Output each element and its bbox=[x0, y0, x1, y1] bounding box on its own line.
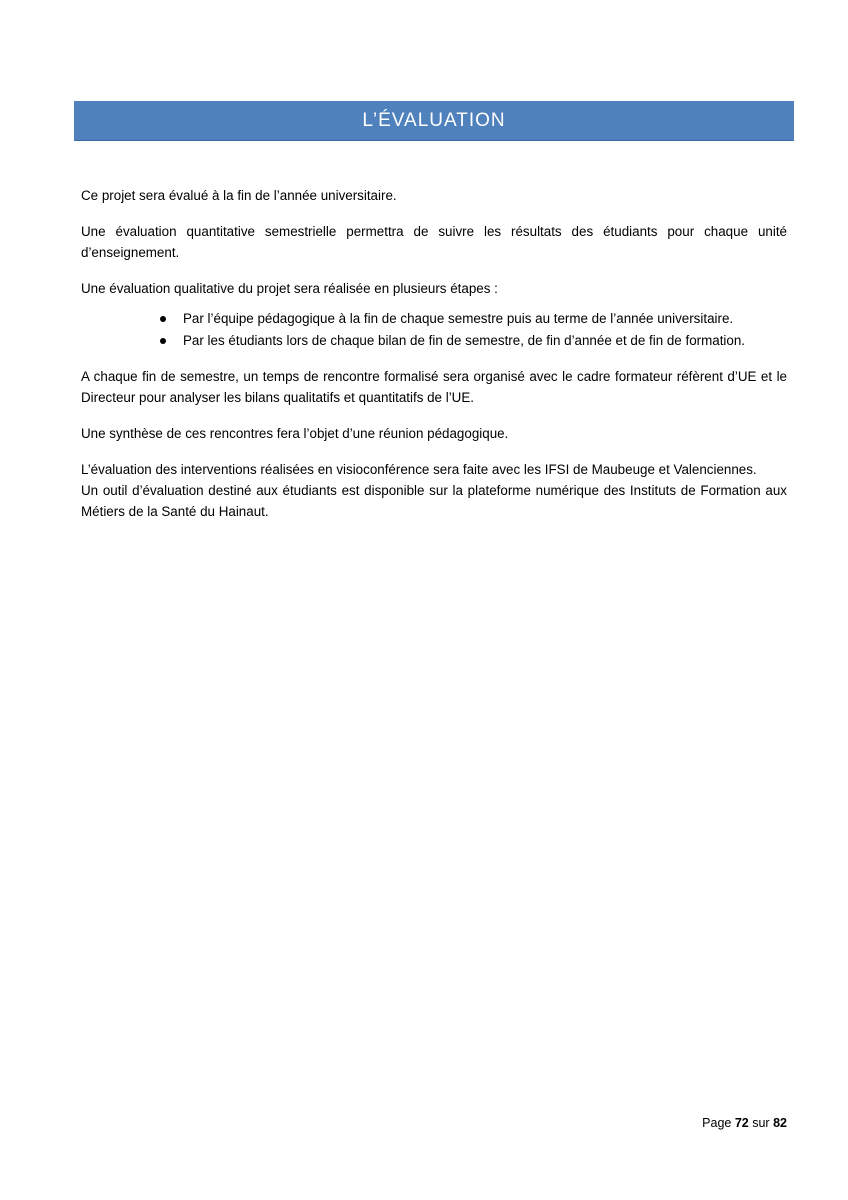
section-title-banner bbox=[74, 101, 794, 141]
list-item bbox=[81, 308, 787, 329]
bullet-icon bbox=[160, 338, 166, 344]
page-number: 72 bbox=[734, 1116, 749, 1130]
paragraph-quantitative-evaluation: Une évaluation quantitative semestrielle permettra de suivre les résultats des étudiants pour chaque unité d’enseignement. bbox=[81, 224, 787, 260]
total-pages: 82 bbox=[773, 1116, 787, 1130]
paragraph-evaluation-tool: Un outil d’évaluation destiné aux étudiants est disponible sur la plateforme numérique des Instituts de Formation aux Métiers de la Santé du Hainaut. bbox=[81, 483, 787, 519]
document-body bbox=[81, 185, 787, 522]
page-footer bbox=[702, 1116, 787, 1130]
paragraph-qualitative-evaluation: Une évaluation qualitative du projet sera réalisée en plusieurs étapes : bbox=[81, 281, 498, 296]
evaluation-steps-list bbox=[81, 308, 787, 351]
paragraph-visioconference: L’évaluation des interventions réalisées en visioconférence sera faite avec les IFSI de Maubeuge et Valenciennes. bbox=[81, 462, 757, 477]
page-label: Page bbox=[702, 1116, 732, 1130]
list-item bbox=[81, 330, 787, 351]
paragraph-project-evaluation: Ce projet sera évalué à la fin de l’année universitaire. bbox=[81, 188, 397, 203]
list-item-text: Par les étudiants lors de chaque bilan de fin de semestre, de fin d’année et de fin de formation. bbox=[183, 333, 746, 348]
bullet-icon bbox=[160, 316, 166, 322]
sur-label: sur bbox=[752, 1116, 770, 1130]
section-title: L’ÉVALUATION bbox=[362, 109, 506, 131]
paragraph-semester-meeting: A chaque fin de semestre, un temps de rencontre formalisé sera organisé avec le cadre formateur réfèrent d’UE et le Directeur pour analyser les bilans qualitatifs et quantitatifs de l’UE. bbox=[81, 369, 787, 405]
list-item-text: Par l’équipe pédagogique à la fin de chaque semestre puis au terme de l’année universitaire. bbox=[183, 311, 734, 326]
paragraph-synthesis: Une synthèse de ces rencontres fera l’objet d’une réunion pédagogique. bbox=[81, 426, 509, 441]
